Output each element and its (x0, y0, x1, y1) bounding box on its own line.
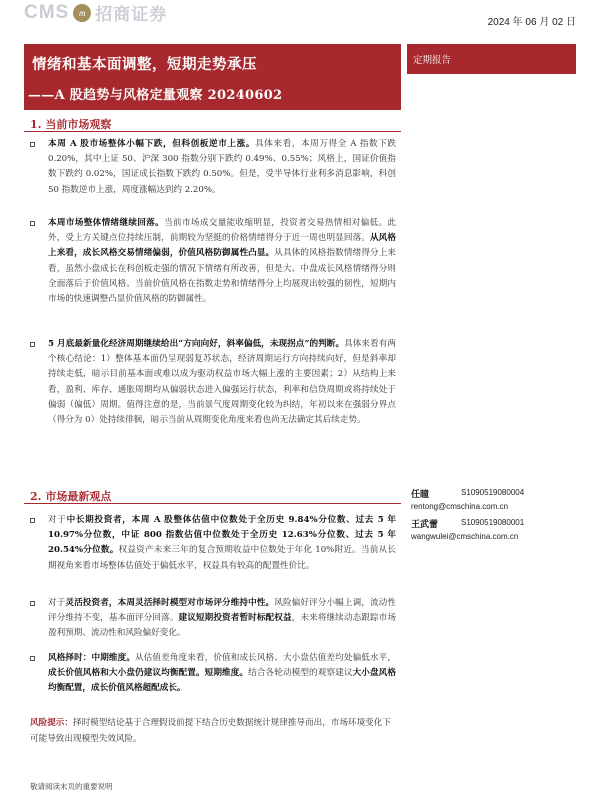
page-header (0, 0, 600, 30)
analyst-card-1 (411, 487, 525, 511)
bullet-long-term-investors (30, 513, 396, 574)
bullet-body: 当前市场成交量能收缩明显，投资者交易热情相对偏低。此外，受上方关键点位持续压制，前期较为坚挺的价格情绪得分于近一周也明显回落。 (48, 218, 396, 244)
bullet-body: 权益资产未来三年的复合预期收益中位数处于年化 10%附近。当前从长期视角来看市场整体估值处于偏低水平，权益具有较高的配置性价比。 (48, 545, 396, 571)
bullet-body-2: 结合各轮动模型的观察建议 (248, 668, 353, 679)
report-subtitle: ——A 股趋势与风格定量观察 20240602 (28, 88, 283, 103)
report-title: 情绪和基本面调整，短期走势承压 (32, 56, 257, 73)
bullet-emphasis-2: 大小盘风格均衡配置，成长价值风格超配成长。 (48, 668, 396, 694)
cms-logo (24, 0, 167, 25)
title-bar (24, 44, 401, 110)
logo-chinese-text: 招商证券 (95, 5, 168, 25)
bullet-square-icon (30, 601, 35, 606)
bullet-economic-cycle (30, 337, 396, 428)
bullet-emphasis: 灵活投资者，本周灵活择时模型对市场评分维持中性。 (65, 598, 275, 608)
report-type-label: 定期报告 (413, 55, 452, 66)
report-date: 2024 年 06 月 02 日 (487, 17, 576, 28)
logo-latin-text: CMS (24, 1, 70, 23)
analyst-email[interactable]: rentong@cmschina.com.cn (411, 502, 509, 511)
bullet-body: 风险偏好评分小幅上调，流动性评分维持不变，基本面评分回落。 (48, 598, 396, 624)
risk-text: 择时模型结论基于合理假设前提下结合历史数据统计规律推导而出，市场环境变化下可能导致出现模型失效风险。 (30, 718, 391, 744)
bullet-lead: 5 月底最新量化经济周期继续给出“方向向好，斜率偏低，未现拐点”的判断。 (48, 339, 345, 349)
bullet-square-icon (30, 221, 35, 226)
analyst-code: S1090519080001 (461, 518, 525, 527)
bullet-body: 具体来看有两个核心结论：1）整体基本面仍呈现弱复苏状态，经济周期运行方向持续向好，但是斜率却持续走低，暗示目前基本面或难以成为驱动权益市场大幅上涨的主要因素；2）从结构上来看，盈利、库存、通胀周期均从偏弱状态进入偏强运行状态，利率和信贷周期或将持续处于偏弱（偏低）周期。值得注意的是，当前景气度周期变化较为纠结，年初以来在强弱分界点（得分为 0）处持续徘徊，暗示当前从周期变化角度来看也尚无法确定其后续走势。 (48, 339, 396, 426)
section-2-heading: 2. 市场最新观点 (30, 490, 112, 503)
logo-seal-icon: m (73, 4, 91, 22)
analyst-name: 王武蕾 (411, 520, 439, 530)
bullet-emphasis: 从风格上来看，成长风格交易情绪偏弱，价值风格防御属性凸显。 (48, 233, 396, 259)
section-1-heading: 1. 当前市场观察 (30, 118, 112, 131)
bullet-market-sentiment (30, 216, 396, 307)
bullet-lead: 风格择时：中期维度。 (48, 653, 136, 663)
bullet-emphasis: 成长价值风格和大小盘仍建议均衡配置。短期维度。 (48, 668, 249, 679)
analyst-code: S1090519080004 (461, 488, 525, 497)
analyst-email[interactable]: wangwulei@cmschina.com.cn (411, 532, 519, 541)
bullet-square-icon (30, 142, 35, 147)
section-1-rule (24, 131, 401, 132)
bullet-square-icon (30, 656, 35, 661)
bullet-lead: 本周市场整体情绪继续回落。 (48, 218, 165, 228)
analyst-card-2 (411, 517, 525, 541)
section-2-rule (24, 503, 401, 504)
risk-label: 风险提示： (30, 718, 73, 728)
bullet-flexible-investors (30, 596, 396, 642)
bullet-style-timing (30, 651, 396, 697)
bullet-prefix: 对于 (48, 598, 66, 608)
bullet-square-icon (30, 342, 35, 347)
bullet-body-2: ，未来将继续动态跟踪市场盈利预期、流动性和风险偏好变化。 (48, 613, 396, 639)
risk-warning (30, 716, 396, 747)
analyst-name: 任瞳 (411, 490, 430, 500)
bullet-emphasis-2: 建议短期投资者暂时标配权益 (178, 613, 292, 624)
bullet-body-2: 从具体的风格指数情绪得分上来看，虽然小盘成长在科创板走强的情况下情绪有所改善，但是大、中盘成长风格情绪得分则全面落后于价值风格。当前价值风格在指数走势和情绪得分上均展现出较强的韧性，短期内市场的快速调整凸显价值风格的防御属性。 (48, 248, 396, 305)
bullet-emphasis: 中长期投资者，本周 A 股整体估值中位数处于全历史 9.84%分位数、过去 5 年 10.97%分位数，中证 800 指数估值中位数处于全历史 12.63%分位数、过去 5 年 20.54%分位数。 (48, 515, 396, 556)
report-type-bar (407, 44, 576, 74)
bullet-market-overview (30, 137, 396, 198)
bullet-prefix: 对于 (48, 515, 67, 525)
bullet-square-icon (30, 518, 35, 523)
bullet-body: 具体来看，本周万得全 A 指数下跌 0.20%，其中上证 50、沪深 300 指数分别下跌约 0.49%、0.55%；风格上，国证价值指数下跌约 0.02%，国证成长指数下跌约 0.50%。但是，受半导体行业利多消息影响，科创 50 指数逆市上涨，周度涨幅达到约 2.20%。 (48, 139, 397, 195)
footer-note: 敬请阅读末页的重要说明 (30, 782, 113, 791)
bullet-lead: 本周 A 股市场整体小幅下跌，但科创板逆市上涨。 (48, 139, 255, 149)
bullet-body: 从估值差角度来看，价值和成长风格、大小盘估值差均处偏低水平， (135, 653, 396, 663)
